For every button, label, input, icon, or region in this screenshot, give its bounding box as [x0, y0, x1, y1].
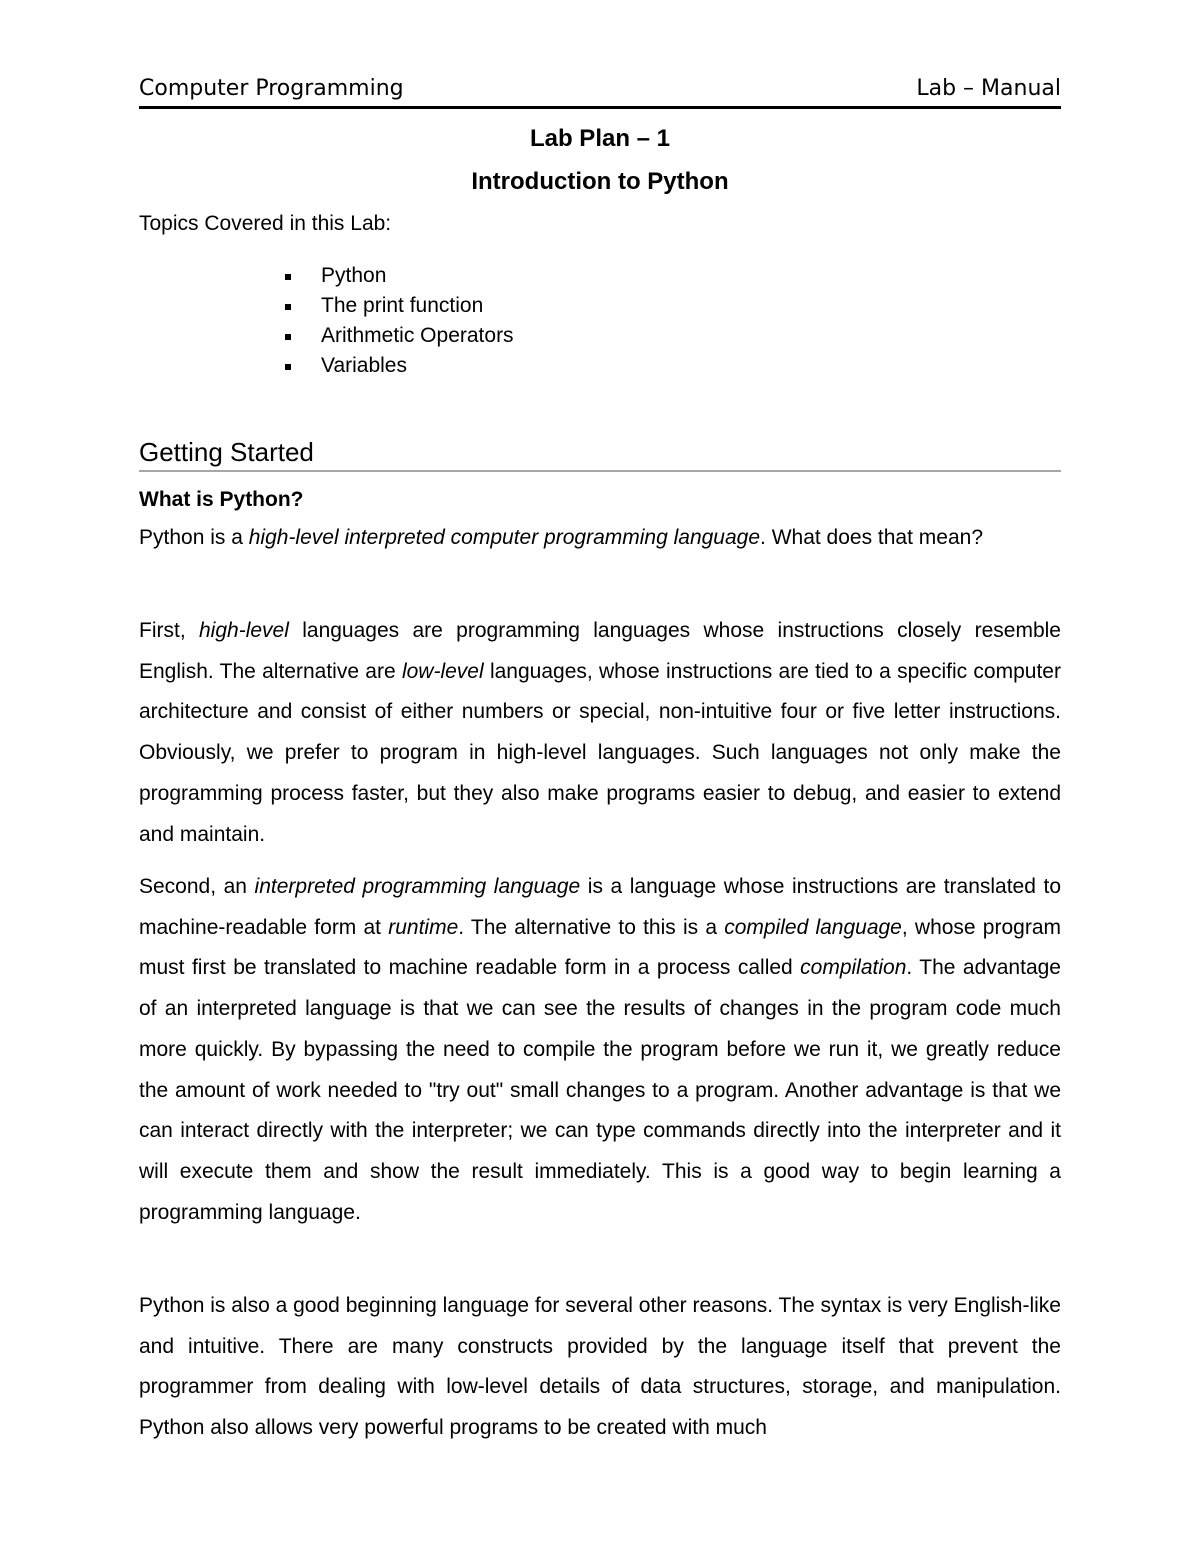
square-bullet-icon [285, 364, 291, 370]
square-bullet-icon [285, 304, 291, 310]
italic-term: compiled language [724, 915, 902, 939]
text-run: , whose program must first be translated to machine readable form in a process called [139, 915, 1062, 980]
paragraph-intro [139, 518, 1061, 559]
list-item [285, 352, 514, 382]
text-run: . The advantage of an interpreted language is that we can see the results of changes in the program code much more quickly. By bypassing the need to compile the program before we run it, we greatly reduce the amount of work needed to "try out" small changes to a program. Another advantage is that we can interact directly with the interpreter; we can type commands directly into the interpreter and it will execute them and show the result immediately. This is a good way to begin learning a programming language. [139, 956, 1061, 1224]
header-manual-label: Lab – Manual [916, 76, 1061, 101]
topic-label: The print function [321, 294, 484, 317]
section-heading: Getting Started [139, 436, 1061, 472]
text-run: Second, an [139, 875, 255, 898]
text-run: languages, whose instructions are tied to a specific computer architecture and consist of either numbers or special, non-intuitive four or five letter instructions. Obviously, we prefer to program in high-level languages. Such languages not only make the programming process faster, but they also make programs easier to debug, and easier to extend and maintain. [139, 659, 1061, 846]
text-run: is a language whose instructions are translated to machine-readable form at [139, 875, 1061, 939]
square-bullet-icon [285, 274, 291, 280]
running-header [139, 72, 1061, 109]
document-page [139, 0, 1061, 1553]
italic-term: interpreted programming language [254, 875, 581, 898]
paragraph-beginning-language: Python is also a good beginning language for several other reasons. The syntax is very English-like and intuitive. There are many constructs provided by the language itself that prevent the programmer from dealing with low-level details of data structures, storage, and manipulation. Python also allows very powerful programs to be created with much [139, 1294, 1061, 1440]
text-run: First, [139, 619, 199, 642]
text-run: languages are programming languages whose instructions closely resemble English. The alternative are [139, 619, 1061, 683]
header-course-title: Computer Programming [139, 76, 404, 101]
topics-list [285, 262, 514, 382]
italic-term: low-level [401, 659, 484, 683]
topic-label: Arithmetic Operators [321, 324, 514, 347]
list-item [285, 322, 514, 352]
topics-intro: Topics Covered in this Lab: [139, 212, 392, 235]
lab-subject-title: Introduction to Python [471, 168, 729, 195]
text-run: . The alternative to this is a [458, 915, 725, 939]
topic-label: Python [321, 264, 387, 287]
text-run: . What does that mean? [760, 526, 983, 549]
subheading: What is Python? [139, 488, 304, 511]
paragraph-high-level [139, 611, 1061, 855]
paragraph-interpreted [139, 867, 1061, 1233]
list-item [285, 292, 514, 322]
italic-term: high-level [199, 619, 289, 642]
square-bullet-icon [285, 334, 291, 340]
italic-term: compilation [800, 956, 907, 980]
list-item [285, 262, 514, 292]
italic-term: runtime [388, 915, 459, 939]
topic-label: Variables [321, 354, 407, 377]
text-run: Python is a [139, 526, 249, 549]
italic-term: high-level interpreted computer programming language [248, 526, 761, 549]
lab-plan-title: Lab Plan – 1 [529, 125, 671, 152]
